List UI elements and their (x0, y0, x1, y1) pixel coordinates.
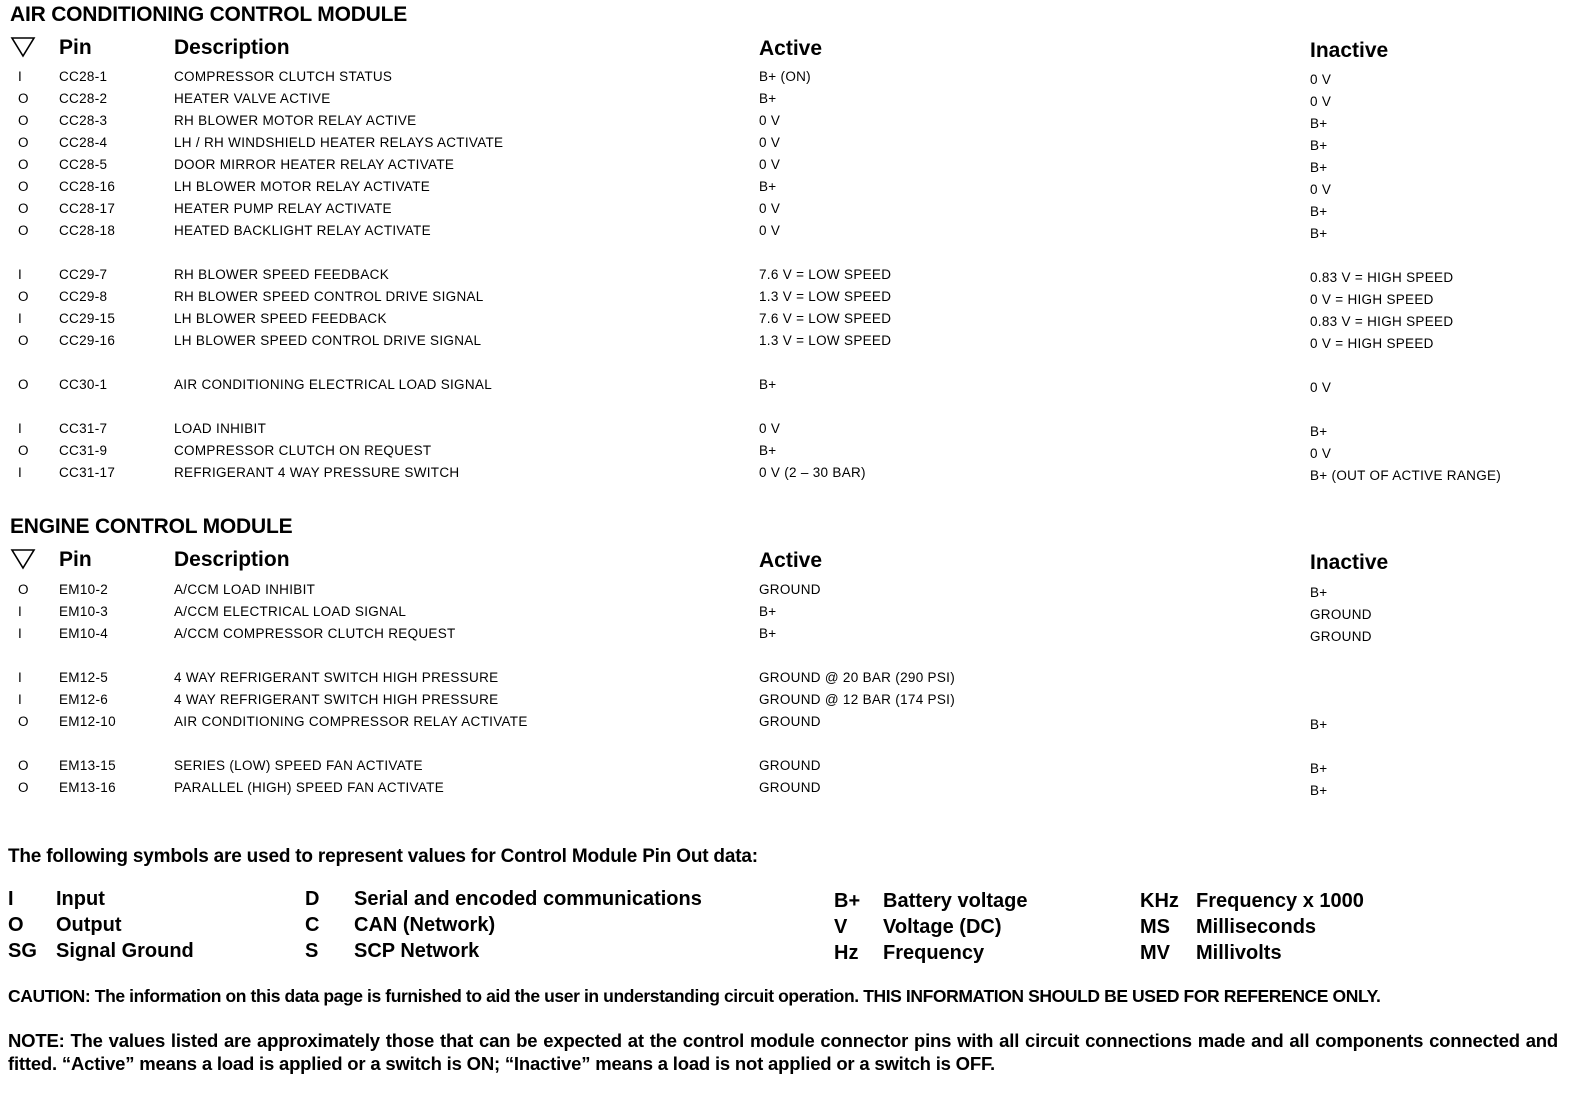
inactive-cell: B+ (1310, 116, 1328, 131)
table-row (0, 223, 1584, 245)
active-cell: 1.3 V = LOW SPEED (759, 333, 892, 348)
active-cell: GROUND (759, 582, 821, 597)
symbol-abbr: B+ (834, 890, 861, 912)
pin-cell: CC31-7 (59, 421, 108, 436)
io-cell: O (18, 333, 29, 348)
symbol-abbr: I (8, 888, 14, 910)
io-cell: O (18, 582, 29, 597)
table-row (0, 465, 1584, 487)
description-cell: LH / RH WINDSHIELD HEATER RELAYS ACTIVATE (174, 135, 504, 150)
description-cell: PARALLEL (HIGH) SPEED FAN ACTIVATE (174, 780, 445, 795)
ecm-header-inactive: Inactive (1310, 551, 1389, 574)
inactive-cell: B+ (1310, 226, 1328, 241)
active-cell: 0 V (759, 135, 781, 150)
description-cell: A/CCM LOAD INHIBIT (174, 582, 316, 597)
symbol-abbr: C (305, 914, 320, 936)
ecm-header-pin: Pin (59, 548, 92, 571)
description-cell: A/CCM COMPRESSOR CLUTCH REQUEST (174, 626, 456, 641)
table-row (0, 333, 1584, 355)
active-cell: B+ (759, 604, 777, 619)
inactive-cell: B+ (1310, 138, 1328, 153)
symbol-abbr: MS (1140, 916, 1170, 938)
description-cell: LH BLOWER SPEED CONTROL DRIVE SIGNAL (174, 333, 482, 348)
io-cell: I (18, 604, 23, 619)
pin-cell: EM12-6 (59, 692, 109, 707)
inactive-cell: 0.83 V = HIGH SPEED (1310, 270, 1454, 285)
triangle-io-icon (10, 548, 36, 570)
pin-cell: CC31-17 (59, 465, 116, 480)
inactive-cell: GROUND (1310, 607, 1372, 622)
symbol-abbr: V (834, 916, 848, 938)
symbol-meaning: CAN (Network) (354, 914, 496, 936)
symbol-meaning: SCP Network (354, 940, 480, 962)
pin-cell: EM10-4 (59, 626, 109, 641)
inactive-cell: B+ (1310, 585, 1328, 600)
pin-cell: CC28-4 (59, 135, 108, 150)
inactive-cell: B+ (OUT OF ACTIVE RANGE) (1310, 468, 1502, 483)
pin-cell: EM10-3 (59, 604, 109, 619)
description-cell: HEATER VALVE ACTIVE (174, 91, 331, 106)
io-cell: O (18, 157, 29, 172)
ac-module-title: AIR CONDITIONING CONTROL MODULE (10, 3, 408, 26)
pin-cell: EM10-2 (59, 582, 109, 597)
table-row (0, 289, 1584, 311)
pin-cell: EM12-10 (59, 714, 116, 729)
active-cell: 7.6 V = LOW SPEED (759, 267, 892, 282)
table-row (0, 91, 1584, 113)
pin-cell: CC29-7 (59, 267, 108, 282)
pin-cell: CC28-2 (59, 91, 108, 106)
active-cell: GROUND (759, 758, 821, 773)
active-cell: GROUND @ 20 BAR (290 PSI) (759, 670, 956, 685)
pin-cell: CC29-16 (59, 333, 116, 348)
io-cell: I (18, 421, 23, 436)
symbol-meaning: Millivolts (1196, 942, 1282, 964)
description-cell: RH BLOWER MOTOR RELAY ACTIVE (174, 113, 417, 128)
symbol-meaning: Frequency x 1000 (1196, 890, 1364, 912)
io-cell: O (18, 179, 29, 194)
active-cell: 0 V (759, 201, 781, 216)
symbol-abbr: O (8, 914, 24, 936)
symbol-abbr: D (305, 888, 320, 910)
io-cell: I (18, 626, 23, 641)
io-cell: I (18, 311, 23, 326)
inactive-cell: 0 V (1310, 72, 1332, 87)
table-row (0, 135, 1584, 157)
inactive-cell: B+ (1310, 717, 1328, 732)
table-row (0, 179, 1584, 201)
symbols-intro: The following symbols are used to represent values for Control Module Pin Out data: (8, 846, 758, 867)
table-row (0, 626, 1584, 648)
table-row (0, 157, 1584, 179)
active-cell: GROUND (759, 780, 821, 795)
pin-cell: EM13-16 (59, 780, 116, 795)
active-cell: B+ (759, 179, 777, 194)
table-row (0, 582, 1584, 604)
active-cell: 0 V (759, 113, 781, 128)
table-row (0, 780, 1584, 802)
active-cell: GROUND @ 12 BAR (174 PSI) (759, 692, 956, 707)
io-cell: O (18, 780, 29, 795)
ecm-module-title: ENGINE CONTROL MODULE (10, 515, 293, 538)
table-row (0, 267, 1584, 289)
description-cell: A/CCM ELECTRICAL LOAD SIGNAL (174, 604, 407, 619)
active-cell: B+ (759, 377, 777, 392)
io-cell: I (18, 692, 23, 707)
inactive-cell: 0 V = HIGH SPEED (1310, 292, 1434, 307)
io-cell: O (18, 714, 29, 729)
io-cell: O (18, 201, 29, 216)
ac-header-inactive: Inactive (1310, 39, 1389, 62)
table-row (0, 604, 1584, 626)
symbol-meaning: Serial and encoded communications (354, 888, 702, 910)
pin-cell: CC31-9 (59, 443, 108, 458)
table-row (0, 714, 1584, 736)
description-cell: COMPRESSOR CLUTCH STATUS (174, 69, 393, 84)
active-cell: 0 V (759, 421, 781, 436)
active-cell: 0 V (2 – 30 BAR) (759, 465, 866, 480)
io-cell: O (18, 113, 29, 128)
io-cell: O (18, 223, 29, 238)
ac-header-description: Description (174, 36, 290, 59)
inactive-cell: 0 V (1310, 380, 1332, 395)
pin-cell: EM12-5 (59, 670, 109, 685)
active-cell: B+ (759, 626, 777, 641)
description-cell: COMPRESSOR CLUTCH ON REQUEST (174, 443, 432, 458)
active-cell: 1.3 V = LOW SPEED (759, 289, 892, 304)
symbol-abbr: SG (8, 940, 37, 962)
inactive-cell: 0 V (1310, 446, 1332, 461)
description-cell: DOOR MIRROR HEATER RELAY ACTIVATE (174, 157, 455, 172)
io-cell: I (18, 465, 23, 480)
inactive-cell: GROUND (1310, 629, 1372, 644)
io-cell: O (18, 135, 29, 150)
table-row (0, 758, 1584, 780)
triangle-io-icon (10, 36, 36, 58)
symbol-meaning: Input (56, 888, 105, 910)
description-cell: AIR CONDITIONING ELECTRICAL LOAD SIGNAL (174, 377, 493, 392)
pin-cell: CC28-17 (59, 201, 116, 216)
pin-cell: CC28-1 (59, 69, 108, 84)
note-text: NOTE: The values listed are approximately those that can be expected at the control module connector pins with all circuit connections made and all components connected and fitted. “Active” means a load is applied or a switch is ON; “Inactive” means a load is not applied or a switch is OFF. (8, 1030, 1558, 1074)
io-cell: O (18, 91, 29, 106)
description-cell: HEATED BACKLIGHT RELAY ACTIVATE (174, 223, 431, 238)
pin-cell: EM13-15 (59, 758, 116, 773)
inactive-cell: 0 V (1310, 182, 1332, 197)
description-cell: RH BLOWER SPEED FEEDBACK (174, 267, 389, 282)
active-cell: GROUND (759, 714, 821, 729)
inactive-cell: 0 V = HIGH SPEED (1310, 336, 1434, 351)
caution-text: CAUTION: The information on this data page is furnished to aid the user in understanding circuit operation. THIS INFORMATION SHOULD BE USED FOR REFERENCE ONLY. (8, 986, 1381, 1006)
pin-cell: CC29-8 (59, 289, 108, 304)
io-cell: I (18, 69, 23, 84)
table-row (0, 670, 1584, 692)
table-row (0, 377, 1584, 399)
ecm-header-description: Description (174, 548, 290, 571)
description-cell: AIR CONDITIONING COMPRESSOR RELAY ACTIVATE (174, 714, 528, 729)
description-cell: LH BLOWER MOTOR RELAY ACTIVATE (174, 179, 431, 194)
io-cell: O (18, 758, 29, 773)
active-cell: B+ (759, 443, 777, 458)
io-cell: I (18, 267, 23, 282)
pin-cell: CC28-5 (59, 157, 108, 172)
io-cell: O (18, 289, 29, 304)
symbol-meaning: Voltage (DC) (883, 916, 1002, 938)
description-cell: LOAD INHIBIT (174, 421, 267, 436)
ac-header-pin: Pin (59, 36, 92, 59)
pin-cell: CC28-3 (59, 113, 108, 128)
table-row (0, 69, 1584, 91)
table-row (0, 443, 1584, 465)
inactive-cell: B+ (1310, 160, 1328, 175)
symbol-abbr: KHz (1140, 890, 1179, 912)
description-cell: RH BLOWER SPEED CONTROL DRIVE SIGNAL (174, 289, 484, 304)
ac-header-active: Active (759, 37, 823, 60)
symbol-meaning: Battery voltage (883, 890, 1028, 912)
active-cell: 0 V (759, 223, 781, 238)
pin-cell: CC29-15 (59, 311, 116, 326)
description-cell: SERIES (LOW) SPEED FAN ACTIVATE (174, 758, 423, 773)
inactive-cell: B+ (1310, 204, 1328, 219)
symbol-abbr: Hz (834, 942, 859, 964)
description-cell: 4 WAY REFRIGERANT SWITCH HIGH PRESSURE (174, 670, 499, 685)
io-cell: O (18, 443, 29, 458)
pin-cell: CC28-18 (59, 223, 116, 238)
inactive-cell: 0.83 V = HIGH SPEED (1310, 314, 1454, 329)
io-cell: O (18, 377, 29, 392)
io-cell: I (18, 670, 23, 685)
description-cell: 4 WAY REFRIGERANT SWITCH HIGH PRESSURE (174, 692, 499, 707)
table-row (0, 421, 1584, 443)
symbol-meaning: Output (56, 914, 122, 936)
ecm-header-active: Active (759, 549, 823, 572)
inactive-cell: B+ (1310, 424, 1328, 439)
active-cell: 7.6 V = LOW SPEED (759, 311, 892, 326)
pin-cell: CC28-16 (59, 179, 116, 194)
active-cell: B+ (759, 91, 777, 106)
description-cell: HEATER PUMP RELAY ACTIVATE (174, 201, 392, 216)
symbol-abbr: MV (1140, 942, 1170, 964)
inactive-cell: B+ (1310, 783, 1328, 798)
symbol-meaning: Milliseconds (1196, 916, 1317, 938)
inactive-cell: B+ (1310, 761, 1328, 776)
table-row (0, 311, 1584, 333)
symbol-meaning: Frequency (883, 942, 985, 964)
symbol-abbr: S (305, 940, 319, 962)
description-cell: LH BLOWER SPEED FEEDBACK (174, 311, 387, 326)
pin-cell: CC30-1 (59, 377, 108, 392)
inactive-cell: 0 V (1310, 94, 1332, 109)
symbol-meaning: Signal Ground (56, 940, 194, 962)
table-row (0, 201, 1584, 223)
description-cell: REFRIGERANT 4 WAY PRESSURE SWITCH (174, 465, 460, 480)
active-cell: 0 V (759, 157, 781, 172)
table-row (0, 113, 1584, 135)
active-cell: B+ (ON) (759, 69, 811, 84)
table-row (0, 692, 1584, 714)
